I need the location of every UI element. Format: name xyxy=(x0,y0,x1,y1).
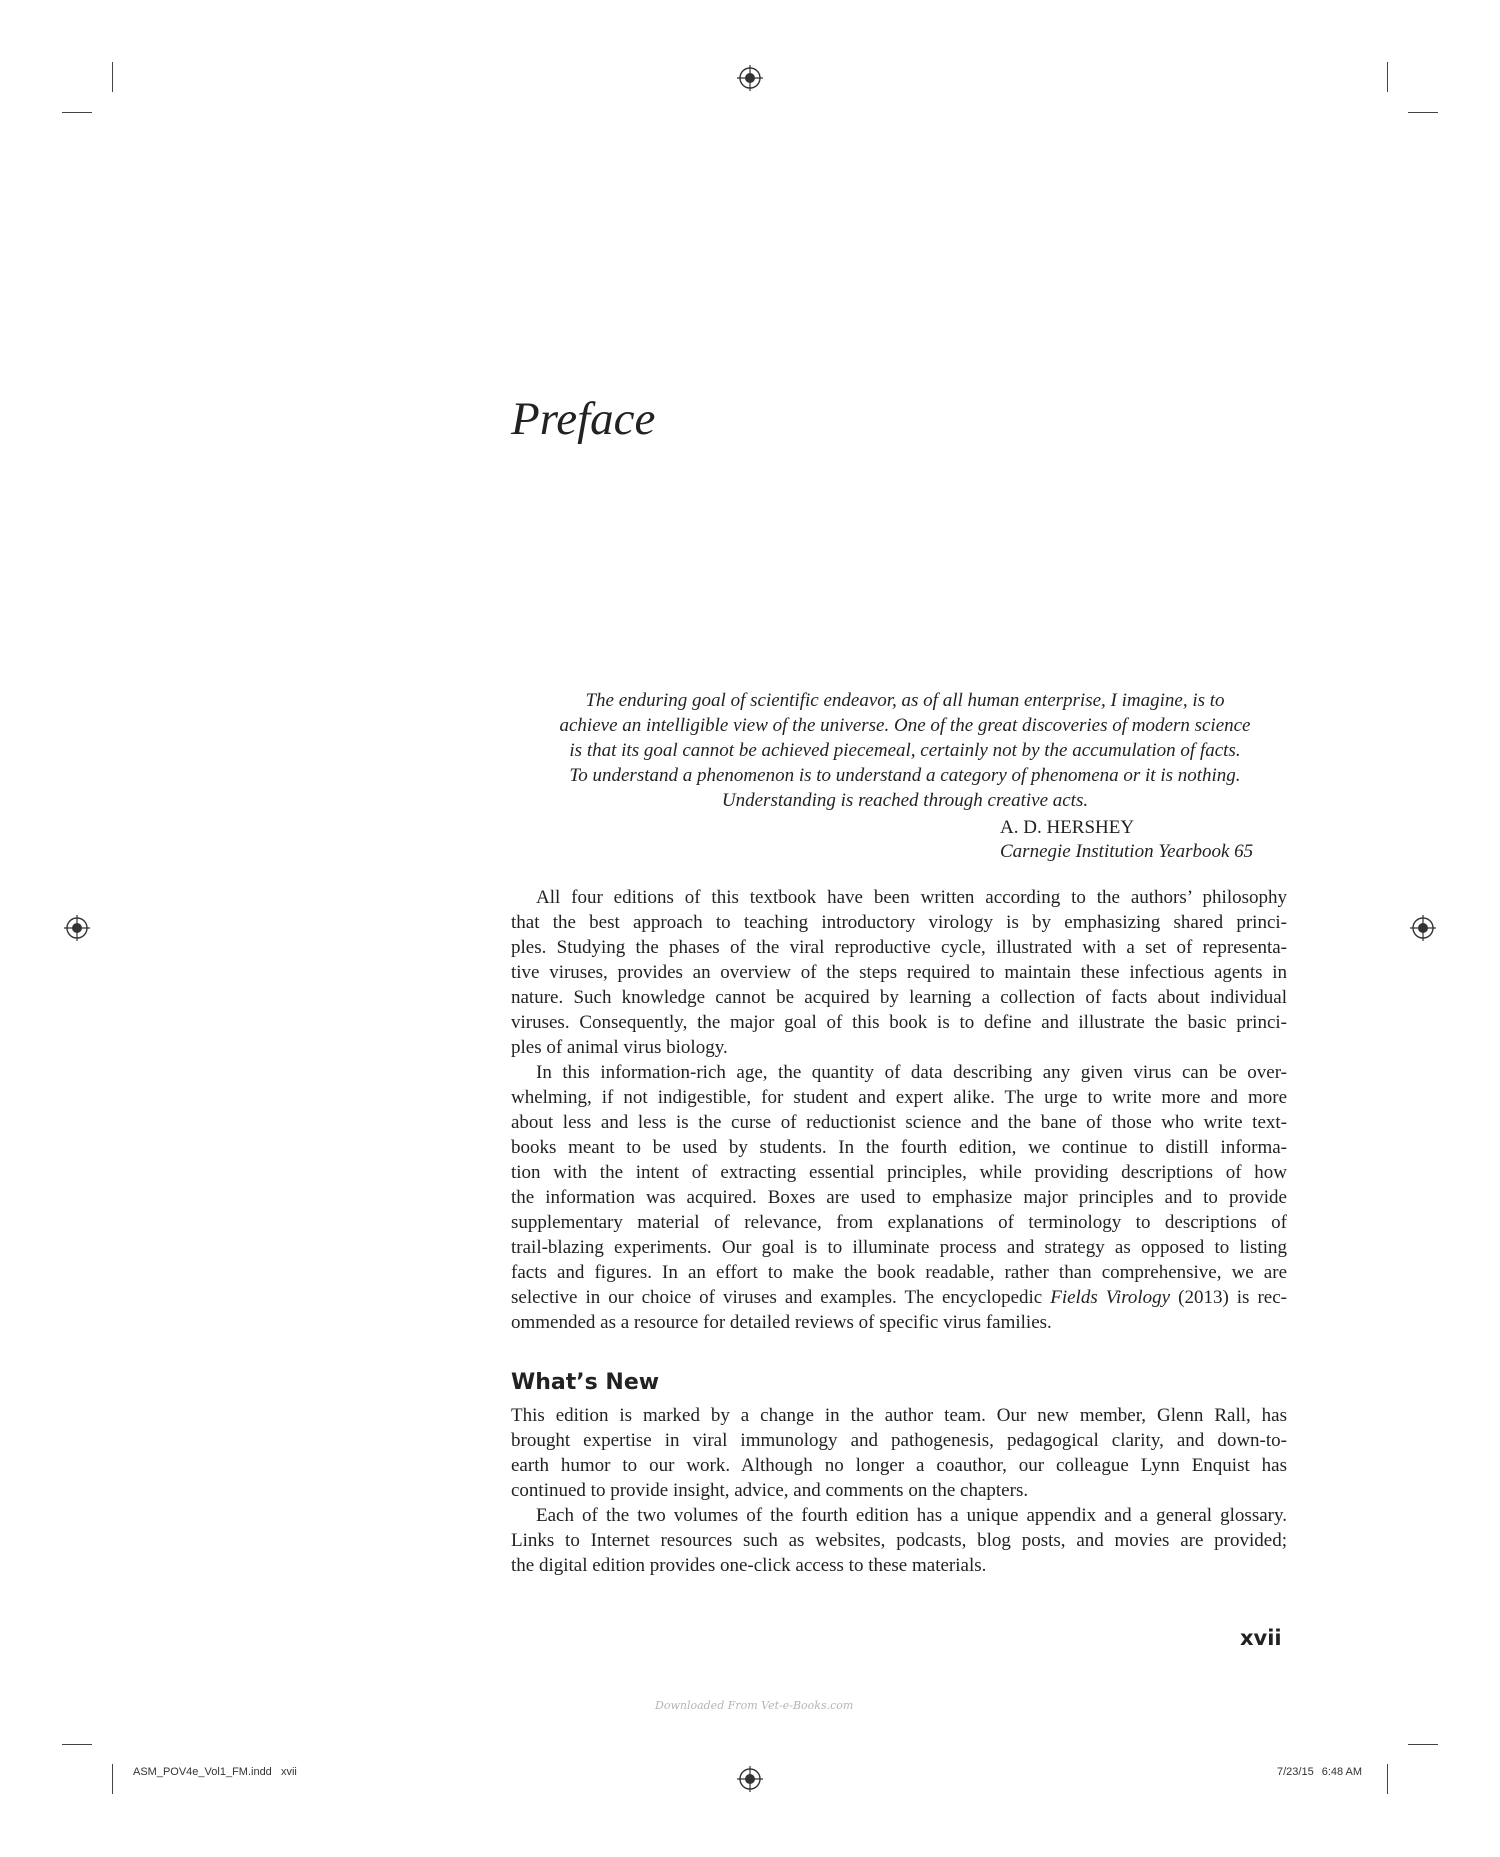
body-paragraph xyxy=(511,1060,1287,1335)
registration-mark-icon xyxy=(1410,915,1436,941)
epigraph-line: Understanding is reached through creative acts. xyxy=(721,790,1089,811)
body-paragraph xyxy=(511,1503,1287,1578)
epigraph-line: To understand a phenomenon is to understand a category of phenomena or it is nothing. xyxy=(569,765,1241,786)
paragraph-line: This edition is marked by a change in the author team. Our new member, Glenn Rall, has xyxy=(511,1405,1287,1426)
epigraph-line: achieve an intelligible view of the universe. One of the great discoveries of modern science xyxy=(559,715,1251,736)
crop-mark-top-right-vertical xyxy=(1387,62,1388,92)
watermark: Downloaded From Vet-e-Books.com xyxy=(655,1699,854,1712)
crop-mark-bottom-right-vertical xyxy=(1387,1764,1388,1794)
paragraph-line: All four editions of this textbook have been written according to the authors’ philosophy xyxy=(536,887,1287,908)
paragraph-line: ommended as a resource for detailed reviews of specific virus families. xyxy=(511,1312,1052,1333)
paragraph-line: tion with the intent of extracting essential principles, while providing descriptions of how xyxy=(511,1162,1287,1183)
paragraph-line: books meant to be used by students. In the fourth edition, we continue to distill informa- xyxy=(511,1137,1287,1158)
slug-date: 7/23/15 xyxy=(1277,1766,1314,1778)
body-paragraph xyxy=(511,885,1287,1060)
paragraph-line: the digital edition provides one-click access to these materials. xyxy=(511,1555,987,1576)
slug-timestamp xyxy=(1277,1766,1362,1778)
paragraph-line: Each of the two volumes of the fourth edition has a unique appendix and a general glossary. xyxy=(536,1505,1287,1526)
slug-filename: ASM_POV4e_Vol1_FM.indd xvii xyxy=(133,1766,297,1778)
epigraph-line: The enduring goal of scientific endeavor, as of all human enterprise, I imagine, is to xyxy=(585,690,1225,711)
paragraph-line: viruses. Consequently, the major goal of this book is to define and illustrate the basic princi- xyxy=(511,1012,1287,1033)
paragraph-line: whelming, if not indigestible, for student and expert alike. The urge to write more and more xyxy=(511,1087,1287,1108)
text-run: selective in our choice of viruses and examples. The encyclopedic xyxy=(511,1287,1051,1308)
crop-mark-top-right-horizontal xyxy=(1408,112,1438,113)
paragraph-line xyxy=(511,1285,1287,1310)
page-title: Preface xyxy=(511,393,656,445)
registration-mark-icon xyxy=(737,65,763,91)
paragraph-line: supplementary material of relevance, from explanations of terminology to descriptions of xyxy=(511,1212,1287,1233)
paragraph-line: that the best approach to teaching introductory virology is by emphasizing shared princi- xyxy=(511,912,1287,933)
book-title: Fields Virology xyxy=(1050,1287,1171,1308)
body-paragraph xyxy=(511,1403,1287,1503)
paragraph-line: the information was acquired. Boxes are used to emphasize major principles and to provide xyxy=(511,1187,1287,1208)
paragraph-line: trail-blazing experiments. Our goal is to illuminate process and strategy as opposed to listing xyxy=(511,1237,1287,1258)
crop-mark-bottom-left-vertical xyxy=(112,1764,113,1794)
paragraph-line: ples. Studying the phases of the viral reproductive cycle, illustrated with a set of representa- xyxy=(511,937,1287,958)
crop-mark-top-left-horizontal xyxy=(62,112,92,113)
epigraph xyxy=(530,688,1280,813)
paragraph-line: tive viruses, provides an overview of the steps required to maintain these infectious agents in xyxy=(511,962,1287,983)
epigraph-author: A. D. HERSHEY xyxy=(1000,817,1135,838)
paragraph-line: In this information-rich age, the quantity of data describing any given virus can be over- xyxy=(536,1062,1287,1083)
paragraph-line: Links to Internet resources such as websites, podcasts, blog posts, and movies are provided; xyxy=(511,1530,1287,1551)
epigraph-line: is that its goal cannot be achieved piecemeal, certainly not by the accumulation of facts. xyxy=(569,740,1241,761)
crop-mark-bottom-left-horizontal xyxy=(62,1744,92,1745)
registration-mark-icon xyxy=(64,915,90,941)
paragraph-line: facts and figures. In an effort to make the book readable, rather than comprehensive, we are xyxy=(511,1262,1287,1283)
paragraph-line: continued to provide insight, advice, and comments on the chapters. xyxy=(511,1480,1029,1501)
paragraph-line: brought expertise in viral immunology and pathogenesis, pedagogical clarity, and down-to- xyxy=(511,1430,1287,1451)
paragraph-line: ples of animal virus biology. xyxy=(511,1037,728,1058)
paragraph-line: earth humor to our work. Although no longer a coauthor, our colleague Lynn Enquist has xyxy=(511,1455,1287,1476)
crop-mark-top-left-vertical xyxy=(112,62,113,92)
page-number: xvii xyxy=(1240,1626,1282,1650)
slug-time: 6:48 AM xyxy=(1321,1766,1363,1778)
crop-mark-bottom-right-horizontal xyxy=(1408,1744,1438,1745)
section-heading: What’s New xyxy=(511,1370,660,1395)
paragraph-line: nature. Such knowledge cannot be acquired by learning a collection of facts about individual xyxy=(511,987,1287,1008)
text-run: (2013) is rec- xyxy=(1170,1287,1287,1308)
epigraph-source: Carnegie Institution Yearbook 65 xyxy=(1000,841,1254,862)
paragraph-line: about less and less is the curse of reductionist science and the bane of those who write text- xyxy=(511,1112,1287,1133)
registration-mark-icon xyxy=(737,1766,763,1792)
